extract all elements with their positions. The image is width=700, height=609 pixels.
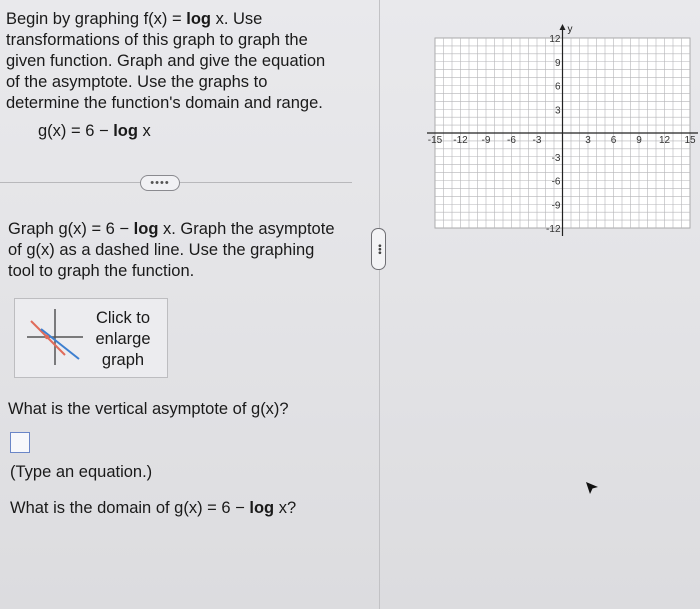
y-tick-label: -12: [546, 224, 561, 235]
instructions-line: given function. Graph and give the equation: [6, 52, 326, 70]
type-equation-hint: (Type an equation.): [10, 463, 153, 481]
enlarge-graph-button[interactable]: [14, 298, 168, 378]
show-more-button[interactable]: [140, 175, 180, 191]
y-axis-arrow-icon: [560, 24, 566, 30]
y-tick-label: 12: [549, 34, 561, 45]
y-tick-label: -9: [551, 200, 561, 212]
x-tick-label: -12: [453, 135, 468, 146]
instructions-line: determine the function's domain and range.: [6, 94, 323, 112]
x-tick-label: 3: [585, 135, 591, 146]
domain-question: [10, 498, 296, 519]
x-tick-label: 6: [610, 135, 617, 146]
task-line: of g(x) as a dashed line. Use the graphing: [8, 241, 315, 259]
function-text: g(x) = 6 −: [38, 122, 114, 140]
task-line: Graph g(x) = 6 −: [8, 220, 134, 238]
instructions-line: of the asymptote. Use the graphs to: [6, 73, 268, 91]
y-tick-label: -6: [551, 176, 561, 188]
log-bold: log: [186, 10, 211, 28]
log-bold: log: [249, 499, 275, 517]
panel-divider: [373, 0, 385, 609]
instructions-line: x. Use: [210, 10, 263, 28]
vertical-dots-icon: •••: [373, 243, 385, 255]
coordinate-graph[interactable]: [425, 20, 700, 250]
y-tick-label: -3: [551, 152, 561, 164]
task-line: x. Graph the asymptote: [158, 220, 335, 238]
y-tick-label: 3: [554, 105, 561, 117]
enlarge-line: graph: [101, 351, 145, 369]
x-tick-label: 9: [636, 135, 642, 146]
given-function: [38, 122, 151, 141]
y-tick-label: 6: [554, 81, 561, 93]
y-axis-label: y: [567, 24, 573, 35]
task-text: [8, 219, 353, 282]
asymptote-answer-input[interactable]: [10, 432, 30, 453]
x-tick-label: -3: [532, 135, 542, 146]
enlarge-line: enlarge: [95, 330, 151, 348]
function-text: x: [137, 122, 151, 140]
enlarge-line: Click to: [95, 309, 151, 327]
asymptote-question: What is the vertical asymptote of g(x)?: [8, 400, 289, 418]
enlarge-label: [91, 308, 155, 371]
instructions-line: Begin by graphing f(x) =: [6, 10, 187, 28]
panel-resize-handle[interactable]: [371, 228, 386, 270]
mouse-pointer-icon: [584, 479, 600, 497]
log-bold: log: [113, 122, 138, 140]
domain-question-text: What is the domain of g(x) = 6 −: [10, 499, 250, 517]
x-tick-label: -15: [427, 135, 443, 146]
x-tick-label: -9: [481, 135, 491, 146]
instructions-line: transformations of this graph to graph the: [6, 31, 308, 49]
graph-thumbnail-icon: [25, 307, 85, 367]
task-line: tool to graph the function.: [8, 262, 195, 280]
domain-question-text: x?: [274, 499, 297, 517]
x-tick-label: -6: [507, 135, 516, 146]
instructions-text: [6, 9, 346, 114]
log-bold: log: [133, 220, 159, 238]
x-tick-label: 15: [684, 135, 696, 146]
more-dots-icon: ••••: [150, 177, 170, 189]
x-tick-label: 12: [658, 135, 671, 146]
y-tick-label: 9: [554, 57, 561, 69]
